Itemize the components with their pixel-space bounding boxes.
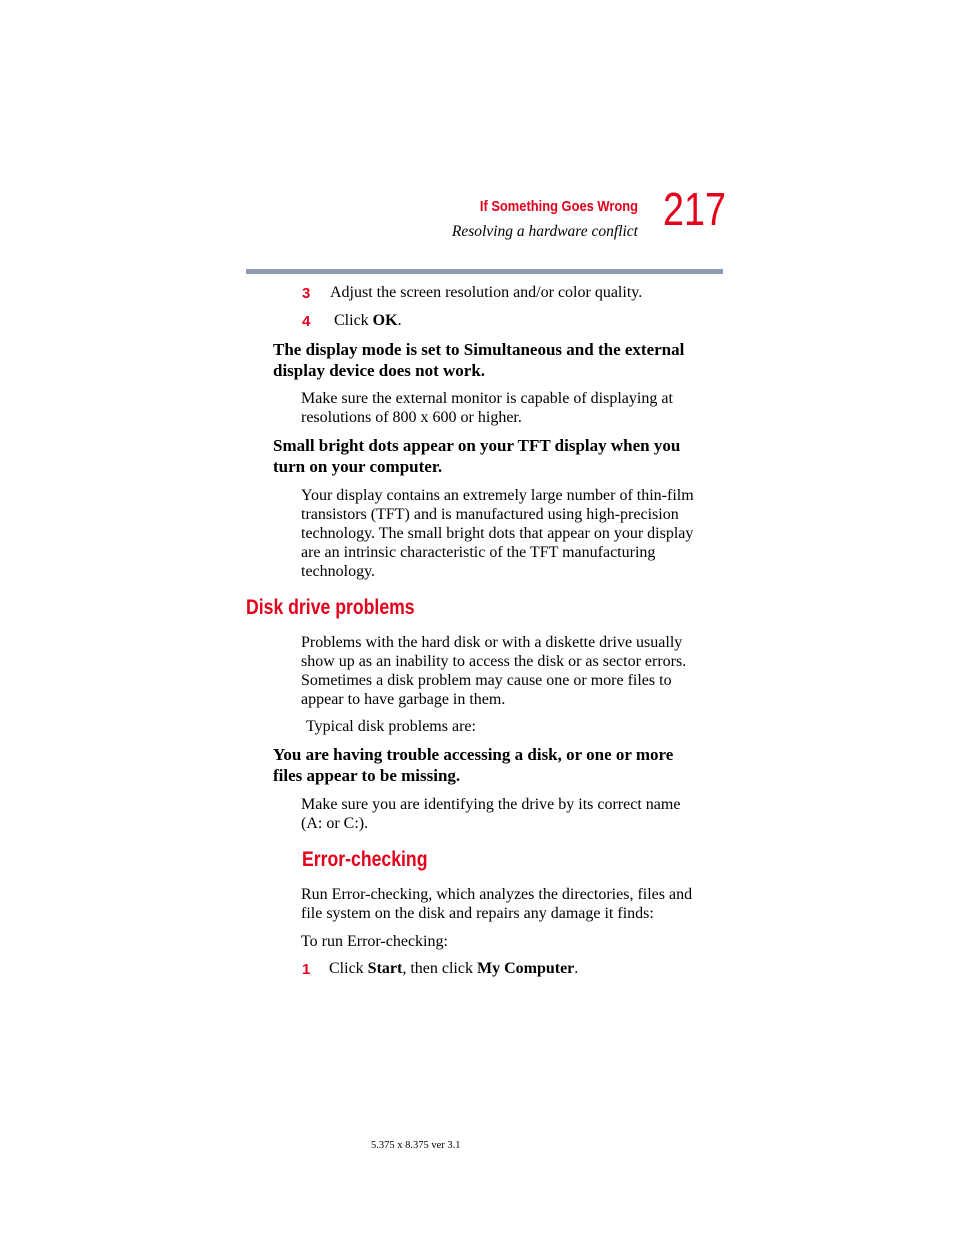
step-number: 4 [302, 313, 311, 330]
problem-heading: The display mode is set to Simultaneous and the external display device does not work. [273, 340, 685, 380]
section-heading: Disk drive problems [246, 596, 415, 619]
step-text: Adjust the screen resolution and/or color quality. [330, 284, 643, 301]
step-number: 1 [302, 961, 311, 978]
error-checking-text: Run Error-checking, which analyzes the directories, files and file system on the disk and repairs any damage it finds: [301, 886, 693, 922]
intro-text: Problems with the hard disk or with a diskette drive usually show up as an inability to access the disk or as sector errors. Sometimes a disk problem may cause one or more files to appear to have garbage in them. [301, 634, 687, 708]
to-run-text: To run Error-checking: [301, 933, 448, 950]
header-rule [246, 269, 723, 274]
page-number: 217 [663, 183, 726, 235]
footer-version: 5.375 x 8.375 ver 3.1 [371, 1140, 461, 1151]
subsection-heading: Error-checking [302, 848, 428, 871]
problem-heading: Small bright dots appear on your TFT display when you turn on your computer. [273, 436, 681, 476]
step-text: Click OK. [334, 312, 402, 329]
solution-text: Make sure the external monitor is capable of displaying at resolutions of 800 x 600 or higher. [301, 390, 673, 426]
step-number: 3 [302, 285, 311, 302]
solution-text: Make sure you are identifying the drive by its correct name (A: or C:). [301, 796, 681, 832]
section-title: Resolving a hardware conflict [451, 223, 638, 240]
solution-text: Your display contains an extremely large number of thin-film transistors (TFT) and is manufactured using high-precision technology. The small bright dots that appear on your display are an intrinsic characteristic of the TFT manufacturing technology. [301, 487, 694, 580]
typical-problems-text: Typical disk problems are: [306, 718, 476, 735]
problem-heading: You are having trouble accessing a disk, or one or more files appear to be missing. [273, 745, 674, 785]
step-text: Click Start, then click My Computer. [329, 960, 579, 977]
chapter-title: If Something Goes Wrong [479, 198, 638, 215]
